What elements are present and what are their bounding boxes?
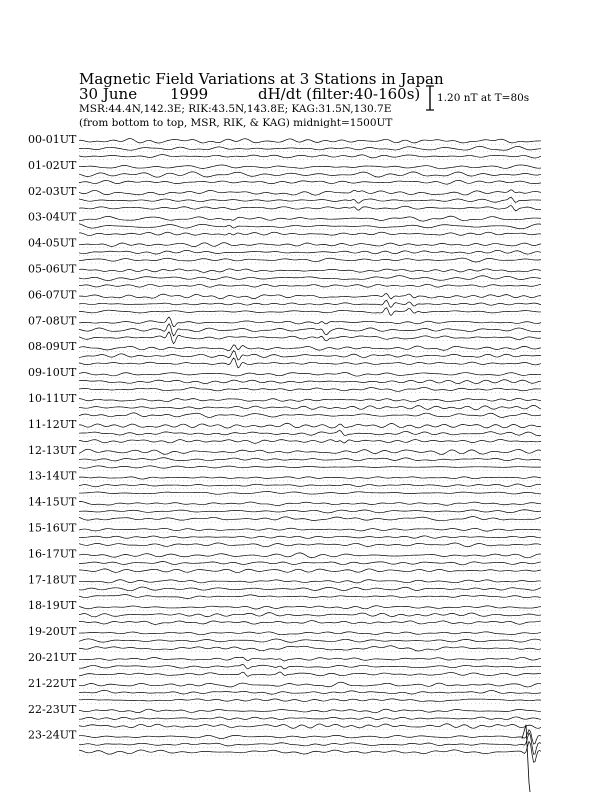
hour-row: [79, 502, 541, 522]
trace-rik: [79, 562, 541, 565]
row-label: 10-11UT: [28, 392, 77, 405]
trace-msr: [79, 491, 541, 494]
trace-msr: [79, 332, 541, 344]
trace-kag: [79, 243, 541, 247]
trace-rik: [79, 510, 541, 513]
trace-msr: [79, 543, 541, 547]
trace-rik: [79, 717, 541, 720]
trace-rik: [79, 172, 541, 177]
trace-msr: [79, 308, 541, 316]
quantity-filter: dH/dt (filter:40-160s): [258, 85, 421, 103]
hour-row: [79, 528, 541, 548]
trace-msr: [79, 742, 541, 763]
hour-row: [79, 449, 541, 470]
trace-msr: [79, 232, 541, 235]
trace-kag: [79, 423, 541, 428]
hour-row: [79, 730, 541, 762]
trace-kag: [79, 553, 541, 558]
trace-kag: [79, 682, 541, 687]
row-label: 01-02UT: [28, 158, 77, 172]
trace-msr: [79, 646, 541, 651]
trace-kag: [79, 502, 541, 506]
trace-rik: [79, 639, 541, 642]
scale-bar: [426, 86, 434, 110]
trace-msr: [79, 621, 541, 625]
trace-msr: [79, 205, 541, 210]
trace-msr: [79, 466, 541, 468]
hour-row: [79, 293, 541, 315]
trace-kag: [79, 449, 541, 454]
trace-order-note: (from bottom to top, MSR, RIK, & KAG) midnight=1500UT: [79, 117, 393, 129]
hour-row: [79, 657, 541, 677]
hour-row: [79, 190, 541, 211]
row-label: 04-05UT: [28, 236, 77, 250]
trace-kag: [79, 269, 541, 272]
row-label: 00-01UT: [28, 133, 77, 146]
date-day: 30 June: [79, 85, 138, 103]
hour-row: [79, 373, 541, 393]
trace-msr: [79, 358, 541, 368]
row-label: 06-07UT: [28, 288, 77, 302]
trace-kag: [79, 709, 541, 713]
trace-msr: [79, 517, 541, 521]
hour-row: [79, 477, 541, 496]
trace-rik: [79, 690, 541, 694]
date-year: 1999: [170, 85, 209, 103]
row-label: 14-15UT: [28, 495, 77, 509]
hour-row: [79, 632, 541, 652]
trace-kag: [79, 345, 541, 351]
trace-kag: [79, 477, 541, 479]
chart-title: Magnetic Field Variations at 3 Stations in Japan: [79, 70, 444, 88]
trace-kag: [79, 190, 541, 195]
trace-rik: [79, 300, 541, 307]
trace-msr: [79, 180, 541, 184]
trace-rik: [79, 458, 541, 461]
trace-msr: [79, 699, 541, 702]
traces: [79, 139, 541, 792]
trace-rik: [79, 613, 541, 617]
trace-kag: [79, 606, 541, 609]
trace-msr: [79, 284, 541, 287]
trace-msr: [79, 672, 541, 676]
row-label: 21-22UT: [28, 676, 77, 690]
trace-kag: [79, 139, 541, 143]
station-coordinates: MSR:44.4N,142.3E; RIK:43.5N,143.8E; KAG:31.5N,130.7E: [79, 103, 392, 115]
hour-row: [79, 216, 541, 237]
trace-rik: [79, 351, 541, 361]
row-label: 03-04UT: [28, 210, 77, 224]
trace-rik: [79, 484, 541, 487]
hour-row: [79, 165, 541, 185]
trace-kag: [79, 165, 541, 169]
row-label: 12-13UT: [28, 443, 77, 457]
trace-rik: [79, 380, 541, 384]
hour-row: [79, 709, 541, 729]
hour-row: [79, 317, 541, 344]
row-label: 17-18UT: [28, 573, 77, 587]
trace-msr: [79, 413, 541, 418]
hour-row: [79, 423, 541, 444]
row-label: 11-12UT: [28, 417, 77, 431]
trace-rik: [79, 146, 541, 150]
hour-row: [79, 606, 541, 626]
hour-row: [79, 580, 541, 600]
trace-msr: [79, 439, 541, 443]
trace-msr: [79, 595, 541, 599]
row-label: 07-08UT: [28, 314, 77, 328]
row-labels: [28, 133, 77, 742]
hour-row: [79, 553, 541, 574]
trace-kag: [79, 730, 541, 744]
hour-row: [79, 682, 541, 703]
scale-bar-label: 1.20 nT at T=80s: [437, 92, 530, 104]
trace-rik: [79, 536, 541, 538]
trace-rik: [79, 224, 541, 229]
trace-rik: [79, 664, 541, 668]
trace-msr: [79, 387, 541, 391]
hour-row: [79, 398, 541, 418]
trace-kag: [79, 528, 541, 531]
trace-rik: [79, 250, 541, 254]
trace-kag: [79, 293, 541, 298]
trace-rik: [79, 197, 541, 203]
trace-rik: [79, 405, 541, 409]
trace-rik: [79, 587, 541, 591]
trace-kag: [79, 580, 541, 583]
trace-rik: [79, 276, 541, 281]
row-label: 08-09UT: [28, 340, 77, 354]
trace-msr: [79, 724, 541, 729]
row-label: 23-24UT: [28, 728, 77, 742]
hour-row: [79, 269, 541, 289]
row-label: 18-19UT: [28, 599, 77, 613]
trace-msr: [79, 155, 541, 158]
trace-kag: [79, 373, 541, 377]
trace-msr: [79, 258, 541, 262]
trace-rik: [79, 430, 541, 435]
row-label: 16-17UT: [28, 547, 77, 561]
row-label: 22-23UT: [28, 702, 77, 716]
row-label: 05-06UT: [28, 262, 77, 276]
trace-kag: [79, 317, 541, 327]
trace-kag: [79, 216, 541, 221]
row-label: 13-14UT: [28, 469, 77, 483]
hour-row: [79, 345, 541, 368]
row-label: 15-16UT: [28, 521, 77, 535]
trace-kag: [79, 398, 541, 401]
trace-msr: [79, 569, 541, 573]
row-label: 09-10UT: [28, 366, 77, 380]
trace-kag: [79, 632, 541, 635]
row-label: 19-20UT: [28, 625, 77, 639]
hour-row: [79, 139, 541, 160]
row-label: 02-03UT: [28, 184, 77, 198]
trace-kag: [79, 657, 541, 661]
hour-row: [79, 243, 541, 263]
row-label: 20-21UT: [28, 651, 77, 664]
